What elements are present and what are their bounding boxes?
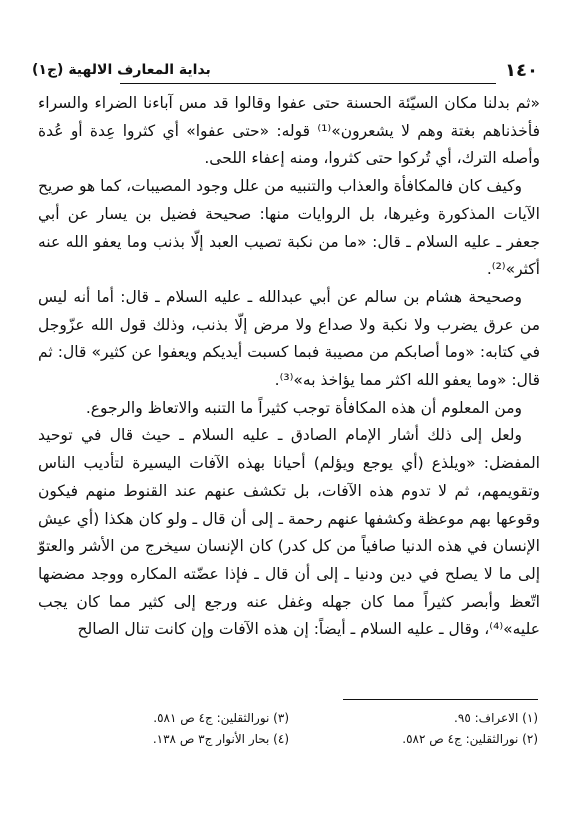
- paragraph-quote-verse: «ثم بدلنا مكان السيّئة الحسنة حتى عفوا وقالوا قد مس آباءنا الضراء والسراء فأخذناهم بغتة وهم لا يشعرون»⁽¹⁾ قوله: «حتى عفوا» أي كثروا عِدة أو عُدة وأصله الترك، أي تُركوا حتى كثروا، ومنه إعفاء اللحى.: [38, 94, 540, 168]
- paragraph-causes: وكيف كان فالمكافأة والعذاب والتنبيه من علل وجود المصيبات، كما هو صريح الآيات المذكورة وغيرها، بل الروايات منها: صحيحة فضيل بن يسار عن أبي جعفر ـ عليه السلام ـ قال: «ما من نكبة تصيب العبد إلّا بذنب وما يعفو الله عنه أكثر»⁽²⁾.: [38, 177, 540, 279]
- paragraph-known: ومن المعلوم أن هذه المكافأة توجب كثيراً ما التنبه والاتعاظ والرجوع.: [85, 398, 522, 417]
- footnote-row: [40, 729, 538, 750]
- paragraph-hisham: وصحيحة هشام بن سالم عن أبي عبدالله ـ عليه السلام ـ قال: أما أنه ليس من عرق يضرب ولا نكبة ولا صداع ولا مرض إلّا بذنب، وذلك قول الله عزّوجل في كتابه: «وما أصابكم من مصيبة فبما كسبت أيديكم ويعفوا عن كثير» قال: ثم قال: «وما يعفو الله اكثر مما يؤاخذ به»⁽³⁾.: [38, 287, 540, 390]
- footnote-4: (٤) بحار الأنوار ج٣ ص ١٣٨.: [152, 732, 289, 746]
- header-rule: [120, 83, 496, 84]
- footnotes: [40, 708, 538, 750]
- footnote-rule: [343, 699, 538, 700]
- page-number: ١٤٠: [505, 60, 538, 81]
- footnote-2: (٢) نورالثقلين: ج٤ ص ٥٨٢.: [402, 732, 538, 746]
- body-text: [38, 90, 540, 644]
- page-header: [32, 60, 538, 82]
- footnote-row: [40, 708, 538, 729]
- footnote-1: (١) الاعراف: ٩٥.: [454, 711, 538, 725]
- footnote-3: (٣) نورالثقلين: ج٤ ص ٥٨١.: [153, 711, 289, 725]
- running-head: بداية المعارف الالهية (ج١): [32, 62, 211, 78]
- paragraph-sadiq: ولعل إلى ذلك أشار الإمام الصادق ـ عليه السلام ـ حيث قال في توحيد المفضل: «ويلذع (أي يوجع ويؤلم) أحيانا بهذه الآفات اليسيرة لتأديب الناس وتقويمهم، ثم لا تدوم هذه الآفات، بل تكشف عنهم عند القنوط منهم فيكون وقوعها بهم موعظة وكشفها عنهم رحمة ـ إلى أن قال ـ ولو كان هكذا (أي عيش الإنسان في هذه الدنيا صافياً من كل كدر) كان الإنسان سيخرج من الأشر والعتوّ إلى ما لا يصلح في دين ودنيا ـ إلى أن قال ـ فإذا عضّته المكاره ووجد مضضها اتّعظ وأبصر كثيراً مما كان جهله وغفل عنه ورجع إلى كثير مما كان يجب عليه»⁽⁴⁾، وقال ـ عليه السلام ـ أيضاً: إن هذه الآفات وإن كانت تنال الصالح: [38, 426, 540, 639]
